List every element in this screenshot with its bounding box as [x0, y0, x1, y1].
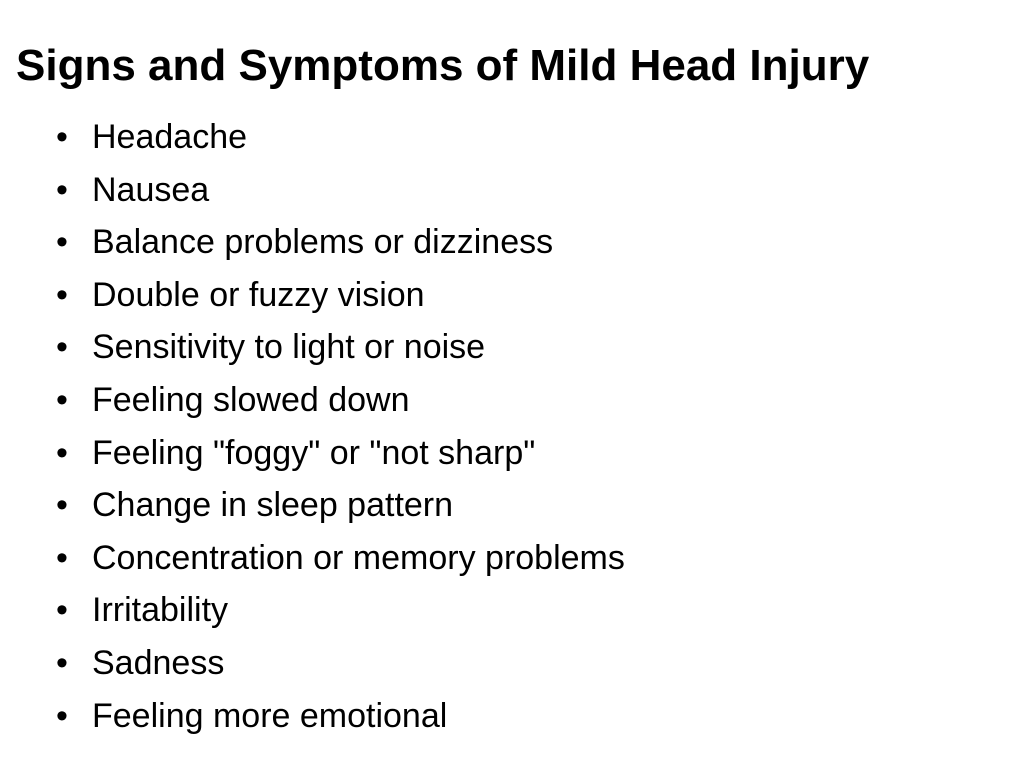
list-item-text: Feeling "foggy" or "not sharp": [92, 433, 536, 472]
list-item-text: Nausea: [92, 170, 210, 209]
list-item: [56, 374, 625, 427]
bullet-icon: •: [56, 275, 68, 314]
list-item-text: Balance problems or dizziness: [92, 223, 554, 262]
bullet-icon: •: [56, 486, 68, 525]
list-item: [56, 427, 625, 480]
list-item-text: Sensitivity to light or noise: [92, 328, 486, 367]
bullet-icon: •: [56, 223, 68, 262]
bullet-icon: •: [56, 118, 68, 156]
bullet-icon: •: [56, 380, 68, 419]
list-item: [56, 532, 625, 585]
symptom-list: [56, 111, 625, 742]
list-item-text: Headache: [92, 118, 248, 156]
bullet-icon: •: [56, 696, 68, 735]
list-item-text: Sadness: [92, 643, 225, 682]
list-item-text: Irritability: [92, 591, 229, 630]
list-item: [56, 584, 625, 637]
list-item: [56, 321, 625, 374]
list-item-text: Concentration or memory problems: [92, 538, 625, 577]
bullet-icon: •: [56, 538, 68, 577]
list-item-text: Feeling more emotional: [92, 696, 448, 735]
list-item-text: Feeling slowed down: [92, 380, 410, 419]
list-item-text: Change in sleep pattern: [92, 486, 454, 525]
list-item: [56, 111, 625, 164]
list-item-text: Double or fuzzy vision: [92, 275, 425, 314]
bullet-icon: •: [56, 328, 68, 367]
list-item: [56, 479, 625, 532]
list-item: [56, 637, 625, 690]
list-item: [56, 216, 625, 269]
list-item: [56, 690, 625, 743]
bullet-icon: •: [56, 433, 68, 472]
list-item: [56, 164, 625, 217]
bullet-icon: •: [56, 643, 68, 682]
bullet-icon: •: [56, 591, 68, 630]
bullet-icon: •: [56, 170, 68, 209]
list-item: [56, 269, 625, 322]
slide-title: Signs and Symptoms of Mild Head Injury: [16, 41, 870, 90]
